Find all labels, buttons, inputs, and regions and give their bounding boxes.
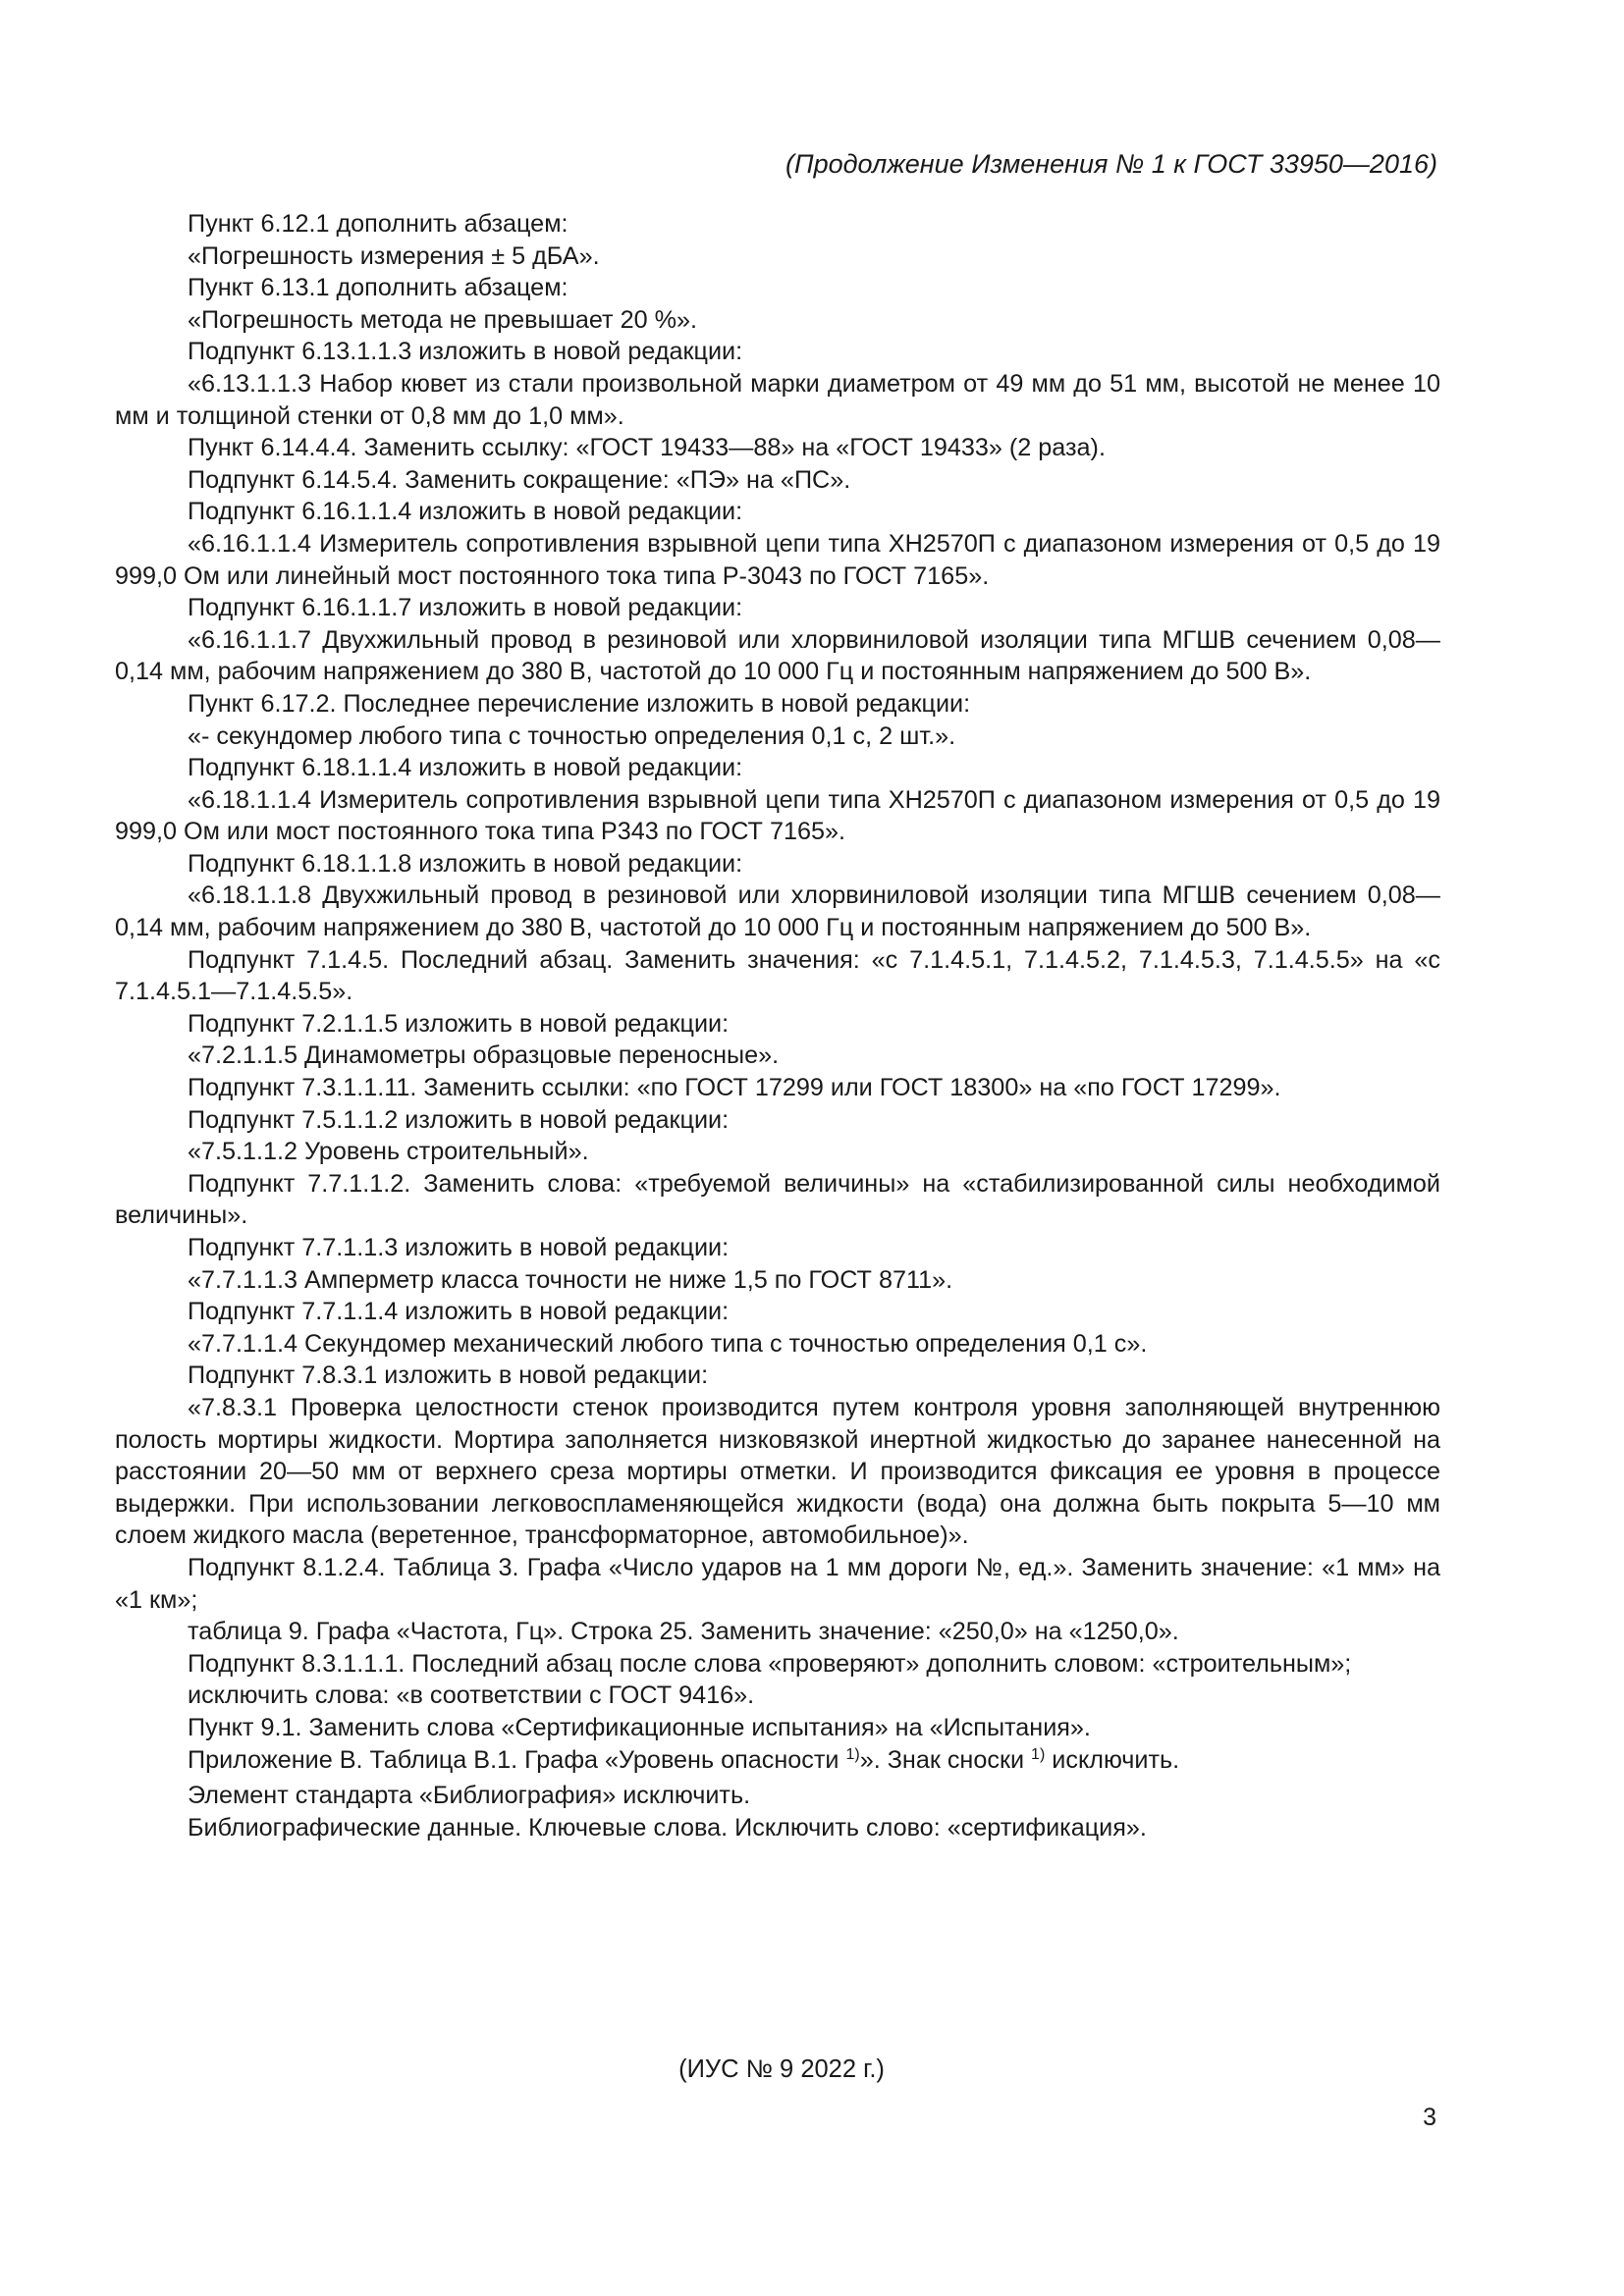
paragraph: Пункт 6.12.1 дополнить абзацем: <box>188 210 568 238</box>
paragraph: «- секундомер любого типа с точностью определения 0,1 с, 2 шт.». <box>188 721 956 750</box>
paragraph: «7.2.1.1.5 Динамометры образцовые переносные». <box>188 1041 780 1070</box>
paragraph: Подпункт 6.18.1.1.8 изложить в новой редакции: <box>188 849 743 878</box>
paragraph: «7.7.1.1.4 Секундомер механический любого типа с точностью определения 0,1 с». <box>188 1329 1148 1358</box>
paragraph: Пункт 9.1. Заменить слова «Сертификационные испытания» на «Испытания». <box>188 1713 1091 1741</box>
paragraph: Подпункт 7.7.1.1.3 изложить в новой редакции: <box>188 1234 730 1261</box>
paragraph: Подпункт 7.7.1.1.4 изложить в новой редакции: <box>188 1298 730 1326</box>
paragraph: Подпункт 6.18.1.1.4 изложить в новой редакции: <box>188 754 743 782</box>
page-number: 3 <box>1423 2104 1436 2131</box>
paragraph: Подпункт 6.16.1.1.4 изложить в новой редакции: <box>188 498 743 526</box>
paragraph: Подпункт 6.14.5.4. Заменить сокращение: «ПЭ» на «ПС». <box>188 465 851 494</box>
paragraph: Библиографические данные. Ключевые слова. Исключить слово: «сертификация». <box>188 1813 1147 1842</box>
paragraph: Подпункт 6.13.1.1.3 изложить в новой редакции: <box>188 338 743 366</box>
paragraph: исключить слова: «в соответствии с ГОСТ 9416». <box>188 1682 755 1710</box>
paragraph: Подпункт 8.1.2.4. Таблица 3. Графа «Число ударов на 1 мм дороги №, ед.». Заменить значение: «1 мм» на «1 км»; <box>115 1553 1440 1614</box>
paragraph: Подпункт 7.2.1.1.5 изложить в новой редакции: <box>188 1009 730 1038</box>
paragraph: Подпункт 6.16.1.1.7 изложить в новой редакции: <box>188 594 743 622</box>
amendment-body <box>115 208 1440 1843</box>
paragraph: «7.7.1.1.3 Амперметр класса точности не ниже 1,5 по ГОСТ 8711». <box>188 1265 953 1294</box>
paragraph: «6.18.1.1.4 Измеритель сопротивления взрывной цепи типа ХН2570П с диапазоном измерения от 0,5 до 19 999,0 Ом или мост постоянного тока типа Р343 по ГОСТ 7165». <box>115 785 1440 846</box>
paragraph: «Погрешность метода не превышает 20 %». <box>188 305 697 334</box>
paragraph: Подпункт 7.8.3.1 изложить в новой редакции: <box>188 1362 709 1390</box>
paragraph: Пункт 6.17.2. Последнее перечисление изложить в новой редакции: <box>188 689 971 718</box>
paragraph: Подпункт 7.1.4.5. Последний абзац. Заменить значения: «с 7.1.4.5.1, 7.1.4.5.2, 7.1.4.5.3, 7.1.4.5.5» на «с 7.1.4.5.1—7.1.4.5.5». <box>115 945 1440 1006</box>
paragraph: «6.16.1.1.4 Измеритель сопротивления взрывной цепи типа ХН2570П с диапазоном измерения от 0,5 до 19 999,0 Ом или линейный мост постоянного тока типа Р-3043 по ГОСТ 7165». <box>115 529 1440 590</box>
paragraph: Подпункт 7.3.1.1.11. Заменить ссылки: «по ГОСТ 17299 или ГОСТ 18300» на «по ГОСТ 17299». <box>188 1074 1281 1102</box>
appendix-text-part: Приложение В. Таблица В.1. Графа «Уровень опасности <box>188 1745 846 1774</box>
paragraph: таблица 9. Графа «Частота, Гц». Строка 25. Заменить значение: «250,0» на «1250,0». <box>188 1618 1179 1646</box>
paragraph: «7.5.1.1.2 Уровень строительный». <box>188 1138 589 1166</box>
paragraph: Подпункт 7.5.1.1.2 изложить в новой редакции: <box>188 1105 730 1134</box>
continuation-header: (Продолжение Изменения № 1 к ГОСТ 33950—2016) <box>785 149 1437 179</box>
footnote-mark: 1) <box>845 1745 860 1763</box>
paragraph: «6.13.1.1.3 Набор кювет из стали произвольной марки диаметром от 49 мм до 51 мм, высотой не менее 10 мм и толщиной стенки от 0,8 мм до 1,0 мм». <box>115 369 1440 430</box>
ius-reference: (ИУС № 9 2022 г.) <box>678 2056 885 2083</box>
paragraph: «6.16.1.1.7 Двухжильный провод в резиновой или хлорвиниловой изоляции типа МГШВ сечением 0,08—0,14 мм, рабочим напряжением до 380 В, частотой до 10 000 Гц и постоянным напряжением до 500 В». <box>115 625 1440 686</box>
paragraph: «Погрешность измерения ± 5 дБА». <box>188 241 600 270</box>
paragraph: Элемент стандарта «Библиография» исключить. <box>188 1782 751 1810</box>
paragraph: «6.18.1.1.8 Двухжильный провод в резиновой или хлорвиниловой изоляции типа МГШВ сечением 0,08—0,14 мм, рабочим напряжением до 380 В, частотой до 10 000 Гц и постоянным напряжением до 500 В». <box>115 881 1440 942</box>
appendix-paragraph <box>115 1744 1440 1781</box>
paragraph: Пункт 6.14.4.4. Заменить ссылку: «ГОСТ 19433—88» на «ГОСТ 19433» (2 раза). <box>188 434 1106 462</box>
appendix-text-part: исключить. <box>1045 1745 1180 1774</box>
footnote-mark: 1) <box>1031 1745 1046 1763</box>
appendix-text-part: ». Знак сноски <box>859 1745 1032 1774</box>
paragraph: Пункт 6.13.1 дополнить абзацем: <box>188 274 568 302</box>
paragraph: Подпункт 7.7.1.1.2. Заменить слова: «требуемой величины» на «стабилизированной силы необходимой величины». <box>115 1169 1440 1230</box>
paragraph: Подпункт 8.3.1.1.1. Последний абзац после слова «проверяют» дополнить словом: «строительным»; <box>188 1649 1352 1678</box>
paragraph: «7.8.3.1 Проверка целостности стенок производится путем контроля уровня заполняющей внутреннюю полость мортиры жидкости. Мортира заполняется низковязкой инертной жидкостью до заранее нанесенной на расстоянии 20—50 мм от верхнего среза мортиры отметки. И производится фиксация ее уровня в процессе выдержки. При использовании легковоспламеняющейся жидкости (вода) она должна быть покрыта 5—10 мм слоем жидкого масла (веретенное, трансформаторное, автомобильное)». <box>115 1393 1440 1550</box>
